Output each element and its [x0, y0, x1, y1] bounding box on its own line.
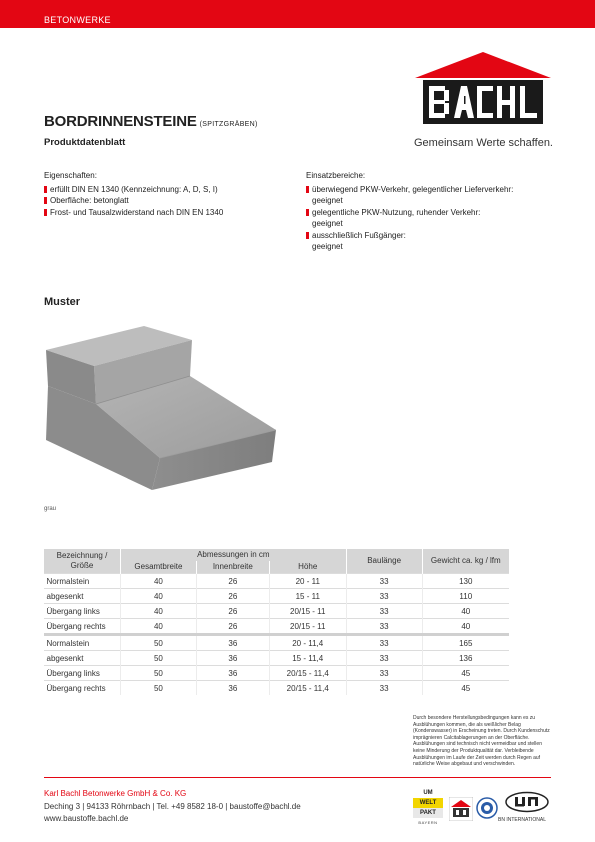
umwelt-word-2: WELT — [413, 798, 443, 808]
use-item — [306, 184, 556, 207]
cell-hoehe: 20 - 11,4 — [269, 635, 346, 651]
header-baulaenge: Baulänge — [346, 549, 422, 574]
cell-name: Übergang links — [44, 666, 121, 681]
muster-heading: Muster — [44, 296, 81, 308]
cell-gesamtbreite: 40 — [120, 604, 196, 619]
brand-label: BETONWERKE — [44, 15, 111, 25]
header-abmessungen: Abmessungen in cm — [120, 549, 346, 561]
cell-innenbreite: 26 — [196, 619, 269, 635]
use-item-rating: geeignet — [312, 242, 343, 251]
table-row — [44, 574, 510, 589]
table-row — [44, 619, 510, 635]
cell-gesamtbreite: 50 — [120, 651, 196, 666]
cell-innenbreite: 36 — [196, 666, 269, 681]
slogan: Gemeinsam Werte schaffen. — [414, 137, 553, 149]
uses-section — [306, 170, 556, 253]
cell-gewicht: 110 — [422, 589, 509, 604]
footer-company: Karl Bachl Betonwerke GmbH & Co. KG — [44, 789, 187, 798]
cell-gewicht: 136 — [422, 651, 509, 666]
cell-innenbreite: 26 — [196, 589, 269, 604]
cell-baulaenge: 33 — [346, 604, 422, 619]
page-subtitle: Produktdatenblatt — [44, 137, 126, 148]
cell-innenbreite: 26 — [196, 574, 269, 589]
table-row — [44, 604, 510, 619]
cell-gewicht: 130 — [422, 574, 509, 589]
cell-hoehe: 20 - 11 — [269, 574, 346, 589]
footer-address: Deching 3 | 94133 Röhrnbach | Tel. +49 8582 18-0 | baustoffe@bachl.de — [44, 802, 301, 811]
quality-seal-icon — [449, 797, 473, 821]
use-item-text: gelegentliche PKW-Nutzung, ruhender Verkehr: — [312, 207, 481, 217]
use-item-rating: geeignet — [312, 196, 343, 205]
cell-gesamtbreite: 40 — [120, 619, 196, 635]
certification-badge-icon — [476, 797, 498, 819]
cell-innenbreite: 36 — [196, 681, 269, 696]
cell-gesamtbreite: 40 — [120, 589, 196, 604]
product-photo — [44, 322, 284, 502]
cell-baulaenge: 33 — [346, 589, 422, 604]
properties-heading: Eigenschaften: — [44, 171, 97, 180]
cell-hoehe: 15 - 11 — [269, 589, 346, 604]
spec-table — [43, 549, 509, 695]
use-item-text: ausschließlich Fußgänger: — [312, 230, 406, 240]
table-row — [44, 589, 510, 604]
cell-name: Übergang links — [44, 604, 121, 619]
table-row — [44, 635, 510, 651]
footer-website: www.baustoffe.bachl.de — [44, 814, 129, 823]
cell-baulaenge: 33 — [346, 651, 422, 666]
cell-name: Normalstein — [44, 574, 121, 589]
header-hoehe: Höhe — [269, 561, 346, 574]
property-item: Frost- und Tausalzwiderstand nach DIN EN 1340 — [44, 207, 294, 219]
cell-baulaenge: 33 — [346, 574, 422, 589]
umwelt-word-1: UM — [413, 788, 443, 798]
efflorescence-note: Durch besondere Herstellungsbedingungen kann es zu Ausblühungen kommen, die als weißlicher Belag (Kondenswasser) in Erscheinung treten. Durch Kundenschutz imprägnieren Calcitablagerungen an der Oberfläche. Ausblühungen sind technisch nicht vermeidbar und stellen keine Minderung der Produktqualität dar. Verbleibende Ausblühungen im Laufe der Zeit werden durch Regen auf natürliche Weise abgebaut und verschwinden. — [413, 715, 550, 768]
cell-baulaenge: 33 — [346, 681, 422, 696]
header-gesamtbreite: Gesamtbreite — [120, 561, 196, 574]
cell-gewicht: 40 — [422, 619, 509, 635]
bachl-logo — [413, 46, 553, 126]
cell-name: Übergang rechts — [44, 619, 121, 635]
cell-gewicht: 40 — [422, 604, 509, 619]
cell-baulaenge: 33 — [346, 619, 422, 635]
table-row — [44, 666, 510, 681]
cell-innenbreite: 36 — [196, 635, 269, 651]
page-title — [44, 113, 258, 130]
uni-international-logo — [504, 791, 550, 813]
umwelt-region: BAYERN — [418, 820, 438, 825]
uni-label: BN INTERNATIONAL — [498, 817, 546, 823]
cell-name: Normalstein — [44, 635, 121, 651]
umwelt-word-3: PAKT — [413, 808, 443, 818]
property-item: erfüllt DIN EN 1340 (Kennzeichnung: A, D, S, I) — [44, 184, 294, 196]
cell-baulaenge: 33 — [346, 666, 422, 681]
cell-hoehe: 20/15 - 11 — [269, 604, 346, 619]
header-bezeichnung: Bezeichnung / Größe — [44, 549, 121, 574]
cell-name: abgesenkt — [44, 589, 121, 604]
header-innenbreite: Innenbreite — [196, 561, 269, 574]
cell-hoehe: 15 - 11,4 — [269, 651, 346, 666]
footer-divider — [44, 777, 551, 778]
title-main: BORDRINNENSTEINE — [44, 113, 197, 130]
photo-label: grau — [44, 506, 57, 512]
cell-innenbreite: 36 — [196, 651, 269, 666]
cell-name: abgesenkt — [44, 651, 121, 666]
cell-gewicht: 45 — [422, 666, 509, 681]
header-gewicht: Gewicht ca. kg / lfm — [422, 549, 509, 574]
properties-section — [44, 170, 294, 218]
umweltpakt-logo — [413, 788, 443, 828]
cell-gesamtbreite: 50 — [120, 681, 196, 696]
cell-gesamtbreite: 40 — [120, 574, 196, 589]
uses-heading: Einsatzbereiche: — [306, 171, 366, 180]
cell-gewicht: 165 — [422, 635, 509, 651]
use-item-text: überwiegend PKW-Verkehr, gelegentlicher Lieferverkehr: — [312, 184, 514, 194]
use-item-rating: geeignet — [312, 219, 343, 228]
cell-name: Übergang rechts — [44, 681, 121, 696]
cell-innenbreite: 26 — [196, 604, 269, 619]
table-row — [44, 681, 510, 696]
cell-baulaenge: 33 — [346, 635, 422, 651]
cell-hoehe: 20/15 - 11 — [269, 619, 346, 635]
top-brand-bar — [0, 0, 595, 28]
cell-hoehe: 20/15 - 11,4 — [269, 681, 346, 696]
title-sub: (SPITZGRÄBEN) — [199, 121, 258, 128]
cell-gesamtbreite: 50 — [120, 666, 196, 681]
cell-hoehe: 20/15 - 11,4 — [269, 666, 346, 681]
cell-gesamtbreite: 50 — [120, 635, 196, 651]
table-row — [44, 651, 510, 666]
cell-gewicht: 45 — [422, 681, 509, 696]
property-item: Oberfläche: betonglatt — [44, 195, 294, 207]
use-item — [306, 207, 556, 230]
use-item — [306, 230, 556, 253]
